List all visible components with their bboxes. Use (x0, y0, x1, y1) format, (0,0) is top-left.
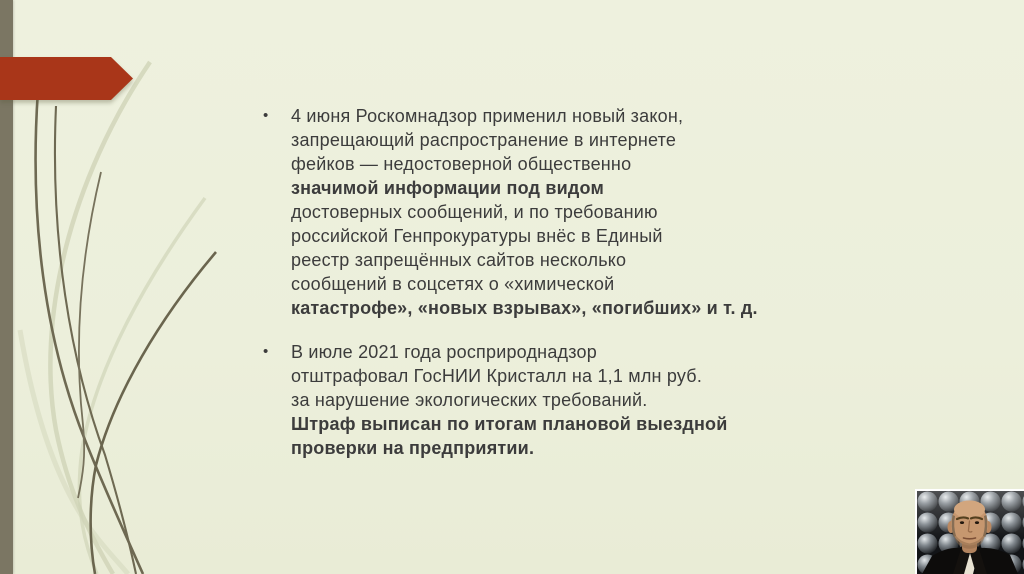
bullet-marker: • (263, 107, 269, 124)
bullet-item (259, 104, 799, 320)
slide-body-text (259, 104, 799, 480)
bullet-text: В июле 2021 года росприроднадзор отштрафовал ГосНИИ Кристалл на 1,1 млн руб. за нарушение экологических требований. Штраф выписан по итогам плановой выездной проверки на предприятии. (291, 342, 728, 458)
bullet-list (259, 104, 799, 460)
red-arrow-shape (0, 53, 150, 107)
bullet-item (259, 340, 799, 460)
bullet-marker: • (263, 343, 269, 360)
red-arrow-polygon (0, 57, 133, 100)
portrait-photo (915, 489, 1024, 574)
bullet-text: 4 июня Роскомнадзор применил новый закон, запрещающий распространение в интернете фейков — недостоверной общественно значимой информации под видом достоверных сообщений, и по требованию российской Генпрокуратуры внёс в Единый реестр запрещённых сайтов несколько сообщений в соцсетях о «химической катастрофе», «новых взрывах», «погибших» и т. д. (291, 106, 758, 318)
